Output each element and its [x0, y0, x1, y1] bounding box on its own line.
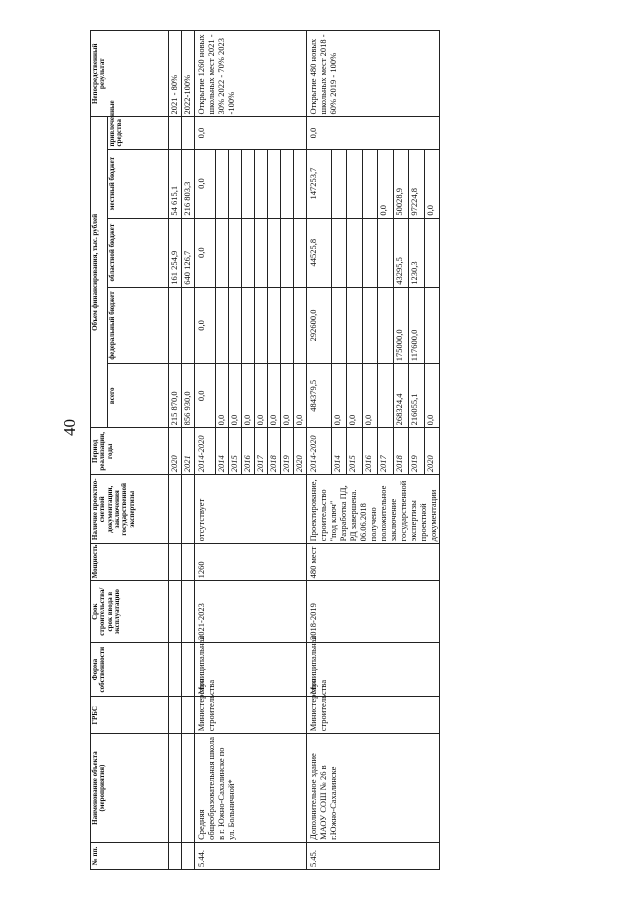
- local-cell: 54 615,1: [169, 149, 182, 218]
- table-row: [307, 31, 332, 870]
- local-cell: [281, 149, 294, 218]
- federal-cell: [255, 287, 268, 363]
- local-cell: 0,0: [378, 149, 393, 218]
- table-row: [182, 31, 195, 870]
- local-cell: [216, 149, 229, 218]
- year-cell: 2021: [182, 428, 195, 475]
- summary-local: 0,0: [195, 149, 216, 218]
- page-number: 40: [60, 419, 79, 436]
- year-cell: 2018: [268, 428, 281, 475]
- summary-federal: 0,0: [195, 287, 216, 363]
- federal-cell: 117600,0: [409, 287, 424, 363]
- regional-cell: 161 254,9: [169, 218, 182, 287]
- local-cell: 0,0: [424, 149, 440, 218]
- col-grbs-header: ГРБС: [91, 697, 169, 734]
- result-cell: 2022-100%: [182, 31, 195, 117]
- year-cell: 2020: [294, 428, 307, 475]
- regional-cell: [347, 218, 362, 287]
- regional-cell: [216, 218, 229, 287]
- object-name: Дополнительное здание МАОУ СОШ № 26 в г.Южно-Сахалинске: [307, 734, 440, 843]
- year-cell: 2019: [281, 428, 294, 475]
- total-cell: 0,0: [424, 364, 440, 428]
- result-cell: 2021 - 80%: [169, 31, 182, 117]
- year-cell: 2018: [393, 428, 408, 475]
- summary-year: 2014-2020: [195, 428, 216, 475]
- col-total-header: всего: [108, 364, 169, 428]
- federal-cell: [294, 287, 307, 363]
- table-body: [169, 31, 440, 870]
- local-cell: [255, 149, 268, 218]
- regional-cell: [362, 218, 377, 287]
- table-row: [169, 31, 182, 870]
- federal-cell: 175000,0: [393, 287, 408, 363]
- local-cell: [362, 149, 377, 218]
- attracted-cell: [182, 117, 195, 149]
- total-cell: 215 870,0: [169, 364, 182, 428]
- year-cell: 2019: [409, 428, 424, 475]
- local-cell: [242, 149, 255, 218]
- object-ownership: Муниципальная: [307, 643, 440, 697]
- local-cell: [331, 149, 346, 218]
- empty-cell: [169, 581, 182, 643]
- col-result-header: Непосредственный результат: [91, 31, 169, 117]
- empty-cell: [169, 842, 182, 869]
- summary-total: 484379,5: [307, 364, 332, 428]
- object-documentation: Проектирование, строительство "под ключ" Разработка ПД, РД завершена. 06.06.2018 получено положительное заключение государственной экспертизы проектной документации: [307, 475, 440, 544]
- total-cell: 0,0: [294, 364, 307, 428]
- regional-cell: [281, 218, 294, 287]
- funding-table-container: [90, 30, 590, 870]
- total-cell: 0,0: [362, 364, 377, 428]
- local-cell: [229, 149, 242, 218]
- federal-cell: [362, 287, 377, 363]
- col-name-header: Наименование объекта (мероприятия): [91, 734, 169, 843]
- empty-cell: [182, 842, 195, 869]
- empty-cell: [182, 581, 195, 643]
- year-cell: 2016: [242, 428, 255, 475]
- regional-cell: [229, 218, 242, 287]
- object-num: 5.45.: [307, 842, 440, 869]
- col-period-header: Период реализации, годы: [91, 428, 169, 475]
- object-capacity: 1260: [195, 544, 307, 581]
- total-cell: 268324,4: [393, 364, 408, 428]
- federal-cell: [378, 287, 393, 363]
- object-result: Открытие 480 новых школьных мест 2018 - 60% 2019 - 100%: [307, 31, 440, 117]
- year-cell: 2017: [378, 428, 393, 475]
- summary-regional: 44525,8: [307, 218, 332, 287]
- empty-cell: [182, 643, 195, 697]
- regional-cell: [294, 218, 307, 287]
- col-funding-header: Объем финансирования, тыс. рублей: [91, 117, 108, 428]
- empty-cell: [182, 697, 195, 734]
- object-grbs: Министерство строительства: [307, 697, 440, 734]
- empty-cell: [169, 697, 182, 734]
- year-cell: 2015: [229, 428, 242, 475]
- object-construction-period: 2021-2023: [195, 581, 307, 643]
- total-cell: 856 930,0: [182, 364, 195, 428]
- federal-cell: [242, 287, 255, 363]
- summary-federal: 292600,0: [307, 287, 332, 363]
- col-documentation-header: Наличие проектно-сметной документации, заключения государственной экспертизы: [91, 475, 169, 544]
- total-cell: 0,0: [347, 364, 362, 428]
- col-attracted-header: привлеченные средства: [108, 117, 169, 149]
- local-cell: [347, 149, 362, 218]
- empty-cell: [169, 643, 182, 697]
- empty-cell: [169, 734, 182, 843]
- regional-cell: 1230,3: [409, 218, 424, 287]
- federal-cell: [331, 287, 346, 363]
- summary-local: 147253,7: [307, 149, 332, 218]
- object-result: Открытие 1260 новых школьных мест 2021 - 30% 2022 - 70% 2023 -100%: [195, 31, 307, 117]
- federal-cell: [268, 287, 281, 363]
- regional-cell: 43295,5: [393, 218, 408, 287]
- year-cell: 2017: [255, 428, 268, 475]
- object-ownership: Муниципальная: [195, 643, 307, 697]
- regional-cell: [255, 218, 268, 287]
- year-cell: 2016: [362, 428, 377, 475]
- empty-cell: [182, 734, 195, 843]
- col-regional-header: областной бюджет: [108, 218, 169, 287]
- object-num: 5.44.: [195, 842, 307, 869]
- year-cell: 2014: [216, 428, 229, 475]
- local-cell: [268, 149, 281, 218]
- empty-cell: [182, 475, 195, 544]
- header-row: [91, 31, 108, 870]
- col-capacity-header: Мощность: [91, 544, 169, 581]
- summary-attracted: 0,0: [195, 117, 307, 149]
- total-cell: 0,0: [229, 364, 242, 428]
- local-cell: [294, 149, 307, 218]
- total-cell: 0,0: [242, 364, 255, 428]
- regional-cell: [242, 218, 255, 287]
- total-cell: [378, 364, 393, 428]
- total-cell: 0,0: [268, 364, 281, 428]
- total-cell: 0,0: [216, 364, 229, 428]
- federal-cell: [216, 287, 229, 363]
- object-construction-period: 2018-2019: [307, 581, 440, 643]
- year-cell: 2015: [347, 428, 362, 475]
- object-capacity: 480 мест: [307, 544, 440, 581]
- federal-cell: [347, 287, 362, 363]
- local-cell: 50028,9: [393, 149, 408, 218]
- regional-cell: 640 126,7: [182, 218, 195, 287]
- object-documentation: отсутствует: [195, 475, 307, 544]
- attracted-cell: [169, 117, 182, 149]
- total-cell: 0,0: [281, 364, 294, 428]
- total-cell: 0,0: [331, 364, 346, 428]
- funding-table: [90, 30, 440, 870]
- object-grbs: Министерство строительства: [195, 697, 307, 734]
- year-cell: 2020: [424, 428, 440, 475]
- col-construction-period-header: Срок строительства/срок ввода в эксплуатацию: [91, 581, 169, 643]
- year-cell: 2020: [169, 428, 182, 475]
- summary-year: 2014-2020: [307, 428, 332, 475]
- federal-cell: [281, 287, 294, 363]
- col-ownership-header: Форма собственности: [91, 643, 169, 697]
- col-local-header: местный бюджет: [108, 149, 169, 218]
- federal-cell: [169, 287, 182, 363]
- empty-cell: [169, 544, 182, 581]
- summary-total: 0,0: [195, 364, 216, 428]
- object-name: Средняя общеобразовательная школа в г. Южно-Сахалинске по ул. Больничной*: [195, 734, 307, 843]
- total-cell: 216055,1: [409, 364, 424, 428]
- col-federal-header: федеральный бюджет: [108, 287, 169, 363]
- local-cell: 216 803,3: [182, 149, 195, 218]
- federal-cell: [182, 287, 195, 363]
- regional-cell: [378, 218, 393, 287]
- empty-cell: [169, 475, 182, 544]
- total-cell: 0,0: [255, 364, 268, 428]
- regional-cell: [331, 218, 346, 287]
- col-num-header: № пп.: [91, 842, 169, 869]
- year-cell: 2014: [331, 428, 346, 475]
- local-cell: 97224,8: [409, 149, 424, 218]
- table-row: [195, 31, 216, 870]
- empty-cell: [182, 544, 195, 581]
- summary-attracted: 0,0: [307, 117, 440, 149]
- regional-cell: [268, 218, 281, 287]
- federal-cell: [424, 287, 440, 363]
- federal-cell: [229, 287, 242, 363]
- summary-regional: 0,0: [195, 218, 216, 287]
- regional-cell: [424, 218, 440, 287]
